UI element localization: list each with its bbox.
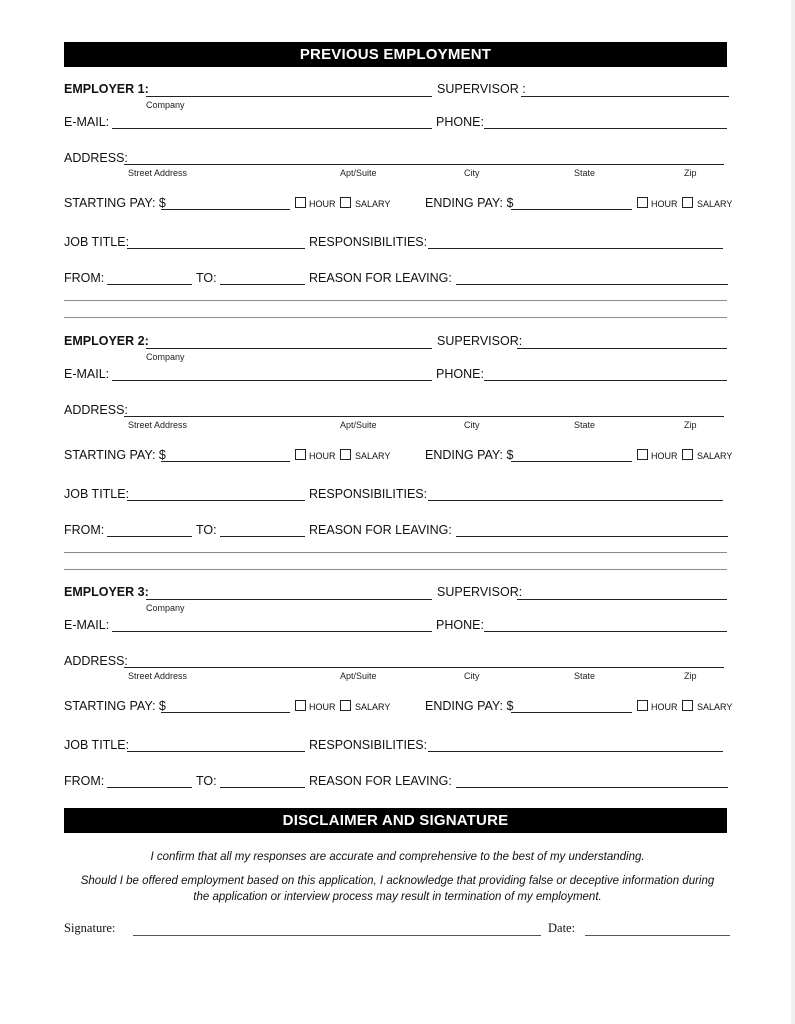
ending-pay-label: ENDING PAY: $	[425, 699, 514, 713]
starting-salary-checkbox[interactable]	[340, 197, 351, 208]
from-field[interactable]	[107, 787, 192, 788]
state-caption: State	[574, 671, 596, 681]
starting-salary-label: SALARY	[355, 199, 391, 209]
phone-label: PHONE:	[436, 115, 484, 129]
street-caption: Street Address	[128, 420, 188, 430]
from-label: FROM:	[64, 774, 105, 788]
company-field[interactable]	[146, 348, 432, 349]
ending-salary-label: SALARY	[697, 451, 733, 461]
email-label: E-MAIL:	[64, 115, 110, 129]
to-label: TO:	[196, 774, 217, 788]
supervisor-label: SUPERVISOR:	[437, 585, 523, 599]
employer-label: EMPLOYER 2:	[64, 334, 149, 348]
reason-label: REASON FOR LEAVING:	[309, 523, 452, 537]
supervisor-field[interactable]	[521, 96, 729, 97]
state-caption: State	[574, 420, 596, 430]
to-field[interactable]	[220, 787, 305, 788]
to-label: TO:	[196, 523, 217, 537]
ending-salary-checkbox[interactable]	[682, 700, 693, 711]
employer-section-1	[0, 0, 795, 285]
job-title-field[interactable]	[127, 751, 305, 752]
responsibilities-field[interactable]	[428, 751, 723, 752]
company-field[interactable]	[146, 96, 432, 97]
ending-salary-label: SALARY	[697, 199, 733, 209]
supervisor-label: SUPERVISOR:	[437, 334, 523, 348]
responsibilities-label: RESPONSIBILITIES:	[309, 487, 428, 501]
supervisor-field[interactable]	[517, 599, 727, 600]
phone-field[interactable]	[484, 128, 727, 129]
apt-caption: Apt/Suite	[340, 420, 377, 430]
ending-pay-label: ENDING PAY: $	[425, 448, 514, 462]
disclaimer-line-2: Should I be offered employment based on this application, I acknowledge that providing false or deceptive information during	[80, 875, 715, 887]
zip-caption: Zip	[684, 168, 697, 178]
previous-employment-header: PREVIOUS EMPLOYMENT	[64, 42, 727, 67]
starting-pay-label: STARTING PAY: $	[64, 196, 166, 210]
zip-caption: Zip	[684, 671, 697, 681]
disclaimer-header: DISCLAIMER AND SIGNATURE	[64, 808, 727, 833]
reason-label: REASON FOR LEAVING:	[309, 774, 452, 788]
phone-field[interactable]	[484, 631, 727, 632]
to-label: TO:	[196, 271, 217, 285]
ending-pay-field[interactable]	[511, 209, 632, 210]
reason-field[interactable]	[456, 787, 728, 788]
phone-field[interactable]	[484, 380, 727, 381]
city-caption: City	[464, 420, 480, 430]
employer-section-2	[0, 252, 795, 537]
company-caption: Company	[146, 100, 185, 110]
job-title-label: JOB TITLE:	[64, 738, 130, 752]
company-caption: Company	[146, 603, 185, 613]
job-title-field[interactable]	[127, 248, 305, 249]
starting-hour-label: HOUR	[309, 451, 336, 461]
street-caption: Street Address	[128, 671, 188, 681]
city-caption: City	[464, 671, 480, 681]
starting-pay-field[interactable]	[161, 209, 290, 210]
address-field[interactable]	[124, 667, 724, 668]
disclaimer-line-3: the application or interview process may result in termination of my employment.	[193, 891, 602, 903]
company-field[interactable]	[146, 599, 432, 600]
ending-hour-label: HOUR	[651, 199, 678, 209]
email-label: E-MAIL:	[64, 367, 110, 381]
responsibilities-label: RESPONSIBILITIES:	[309, 235, 428, 249]
employer-section-3	[0, 503, 795, 788]
employer-label: EMPLOYER 1:	[64, 82, 149, 96]
email-field[interactable]	[112, 380, 432, 381]
address-label: ADDRESS:	[64, 654, 128, 668]
starting-hour-checkbox[interactable]	[295, 197, 306, 208]
phone-label: PHONE:	[436, 618, 484, 632]
address-field[interactable]	[124, 416, 724, 417]
phone-label: PHONE:	[436, 367, 484, 381]
ending-hour-checkbox[interactable]	[637, 700, 648, 711]
starting-hour-label: HOUR	[309, 199, 336, 209]
email-field[interactable]	[112, 631, 432, 632]
from-label: FROM:	[64, 271, 105, 285]
starting-pay-field[interactable]	[161, 461, 290, 462]
employer-label: EMPLOYER 3:	[64, 585, 149, 599]
ending-salary-label: SALARY	[697, 702, 733, 712]
email-field[interactable]	[112, 128, 432, 129]
job-title-label: JOB TITLE:	[64, 487, 130, 501]
supervisor-field[interactable]	[517, 348, 727, 349]
ending-pay-label: ENDING PAY: $	[425, 196, 514, 210]
responsibilities-field[interactable]	[428, 500, 723, 501]
ending-salary-checkbox[interactable]	[682, 449, 693, 460]
supervisor-label: SUPERVISOR :	[437, 82, 526, 96]
apt-caption: Apt/Suite	[340, 168, 377, 178]
apt-caption: Apt/Suite	[340, 671, 377, 681]
address-field[interactable]	[124, 164, 724, 165]
signature-field[interactable]	[133, 935, 541, 936]
ending-salary-checkbox[interactable]	[682, 197, 693, 208]
job-title-field[interactable]	[127, 500, 305, 501]
job-title-label: JOB TITLE:	[64, 235, 130, 249]
starting-pay-field[interactable]	[161, 712, 290, 713]
state-caption: State	[574, 168, 596, 178]
ending-hour-label: HOUR	[651, 451, 678, 461]
starting-hour-checkbox[interactable]	[295, 700, 306, 711]
reason-label: REASON FOR LEAVING:	[309, 271, 452, 285]
email-label: E-MAIL:	[64, 618, 110, 632]
address-label: ADDRESS:	[64, 403, 128, 417]
signature-label: Signature:	[64, 921, 116, 935]
ending-hour-label: HOUR	[651, 702, 678, 712]
starting-salary-label: SALARY	[355, 702, 391, 712]
responsibilities-field[interactable]	[428, 248, 723, 249]
ending-hour-checkbox[interactable]	[637, 449, 648, 460]
starting-salary-checkbox[interactable]	[340, 449, 351, 460]
ending-pay-field[interactable]	[511, 461, 632, 462]
ending-hour-checkbox[interactable]	[637, 197, 648, 208]
date-field[interactable]	[585, 935, 730, 936]
company-caption: Company	[146, 352, 185, 362]
city-caption: City	[464, 168, 480, 178]
ending-pay-field[interactable]	[511, 712, 632, 713]
starting-pay-label: STARTING PAY: $	[64, 699, 166, 713]
starting-salary-checkbox[interactable]	[340, 700, 351, 711]
date-label: Date:	[548, 921, 576, 935]
starting-pay-label: STARTING PAY: $	[64, 448, 166, 462]
starting-hour-checkbox[interactable]	[295, 449, 306, 460]
from-label: FROM:	[64, 523, 105, 537]
address-label: ADDRESS:	[64, 151, 128, 165]
starting-hour-label: HOUR	[309, 702, 336, 712]
disclaimer-line-1: I confirm that all my responses are accurate and comprehensive to the best of my understanding.	[150, 851, 645, 863]
street-caption: Street Address	[128, 168, 188, 178]
starting-salary-label: SALARY	[355, 451, 391, 461]
zip-caption: Zip	[684, 420, 697, 430]
responsibilities-label: RESPONSIBILITIES:	[309, 738, 428, 752]
